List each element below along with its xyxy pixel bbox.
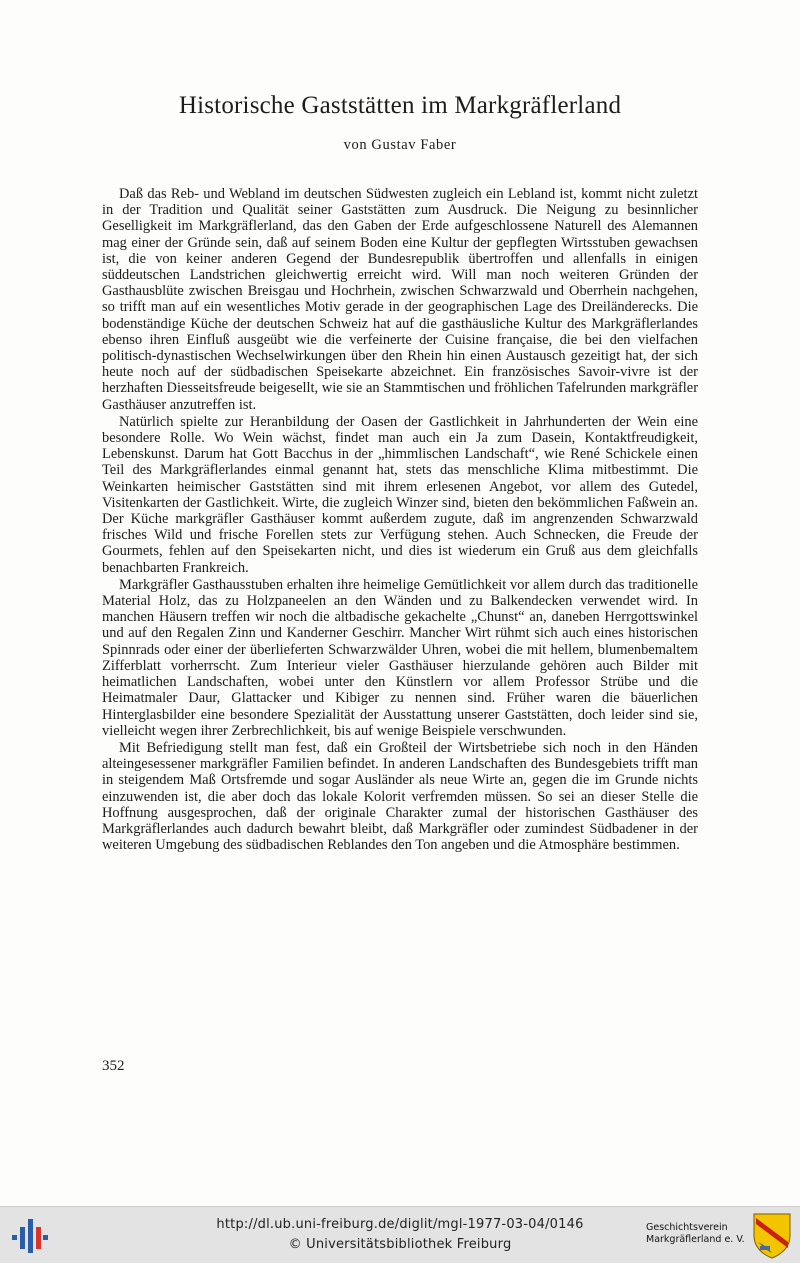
paragraph: Natürlich spielte zur Heranbildung der Oasen der Gastlichkeit in Jahrhunderten der Wein eine besondere Rolle. Wo Wein wächst, findet man auch ein Ja zum Dasein, Kontaktfreudigkeit, Lebenskunst. Darum hat Gott Bacchus in der „himmlischen Landschaft“, wie René Schickele einen Teil des Markgräflerlandes einmal genannt hat, stets das menschliche Klima mitbestimmt. Die Weinkarten heimischer Gaststätten sind mit ihrem erlesenen Angebot, vor allem des Gutedel, Visitenkarten der Gastlichkeit. Wirte, die zugleich Winzer sind, bieten den bekömmlichen Faßwein an. Der Küche markgräfler Gasthäuser kommt außerdem zugute, daß im angrenzenden Schwarzwald frisches Wild und frische Forellen stets zur Verfügung stehen. Auch Schnecken, die Freude der Gourmets, fehlen auf den Speisekarten nicht, und dies ist wiederum ein Gruß aus dem gleichfalls benachbarten Frankreich. [102,413,698,576]
article-body [102,186,698,854]
society-name-line: Markgräflerland e. V. [646,1234,745,1245]
paragraph: Markgräfler Gasthausstuben erhalten ihre heimelige Gemütlichkeit vor allem durch das traditionelle Material Holz, das zu Holzpaneelen an den Wänden und zu Balkendecken verwendet wird. In manchen Häusern treffen wir noch die altbadische gekachelte „Chunst“ an, daneben Herrgottswinkel und auf den Regalen Zinn und Kanderner Geschirr. Mancher Wirt rühmt sich auch eines historischen Spinnrads oder einer der überlieferten Schwarzwälder Uhren, wobei die mit hellem, blumenbemaltem Zifferblatt vorherrscht. Zum Interieur vieler Gasthäuser hierzulande gehören auch Bilder mit heimatlichen Landschaften, wobei unter den Künstlern vor allem Professor Strübe und die Heimatmaler Daur, Glattacker und Kibiger zu nennen sind. Früher waren die bäuerlichen Hinterglasbilder eine besondere Spezialität der Ausstattung unserer Gaststätten, doch leider sind sie, vielleicht wegen ihrer Zerbrechlichkeit, bis auf wenige Beispiele verschwunden. [102,576,698,739]
society-name [646,1222,750,1246]
page-number: 352 [102,1058,125,1074]
copyright-notice: © Universitätsbibliothek Freiburg [288,1237,512,1252]
document-url-link[interactable]: http://dl.ub.uni-freiburg.de/diglit/mgl-1977-03-04/0146 [216,1217,584,1232]
viewer-footer [0,1206,800,1263]
paragraph: Mit Befriedigung stellt man fest, daß ein Großteil der Wirtsbetriebe sich noch in den Händen alteingesessener markgräfler Familien befindet. In anderen Landschaften des Bundesgebiets trifft man in steigendem Maß Ortsfremde und sogar Ausländer als neue Wirte an, gegen die im Grunde nichts einzuwenden ist, die aber doch das lokale Kolorit verfremden müssen. So sei an dieser Stelle die Hoffnung ausgesprochen, daß der originale Charakter zumal der historischen Gasthäuser des Markgräflerlandes auch dadurch bewahrt bleibt, daß Markgräfler oder zumindest Südbadener in der weiteren Umgebung des südbadischen Reblandes den Ton angeben und die Atmosphäre bestimmen. [102,739,698,854]
society-name-line: Geschichtsverein [646,1222,728,1233]
article-byline: von Gustav Faber [343,137,457,153]
paragraph: Daß das Reb- und Webland im deutschen Südwesten zugleich ein Lebland ist, kommt nicht zuletzt in der Tradition und Qualität seiner Gaststätten zum Ausdruck. Die Neigung zu besinnlicher Geselligkeit im Markgräflerland, das den Gaben der Erde aufgeschlossene Naturell des Alemannen mag einer der Gründe sein, daß auf seinem Boden eine Kultur der gepflegten Wirtsstuben gewachsen ist, die von keiner anderen Gegend der Bundesrepublik übertroffen und allenfalls in einigen süddeutschen Landstrichen gleichwertig erreicht wird. Will man noch weiteren Gründen der Gasthausblüte zwischen Breisgau und Hochrhein, zwischen Schwarzwald und Oberrhein nachgehen, so trifft man auf ein wesentliches Motiv gerade in der geographischen Lage des Dreiländerecks. Die bodenständige Küche der deutschen Schweiz hat auf die gasthäusliche Kultur des Markgräflerlandes ebenso ihren Einfluß ausgeübt wie die verfeinerte der Cuisine française, die bei den vielfachen politisch-dynastischen Wechselwirkungen über den Rhein hin einen Austausch gezeitigt hat, der sich heute noch auf der südbadischen Speisekarte abzeichnet. Ein französisches Savoir-vivre ist der herzhaften Diesseitsfreude beigesellt, wie sie an Stammtischen und fröhlichen Tafelrunden markgräfler Gasthäuser anzutreffen ist. [102,186,698,413]
article-title: Historische Gaststätten im Markgräflerland [178,92,622,119]
coat-of-arms-icon [752,1212,792,1259]
